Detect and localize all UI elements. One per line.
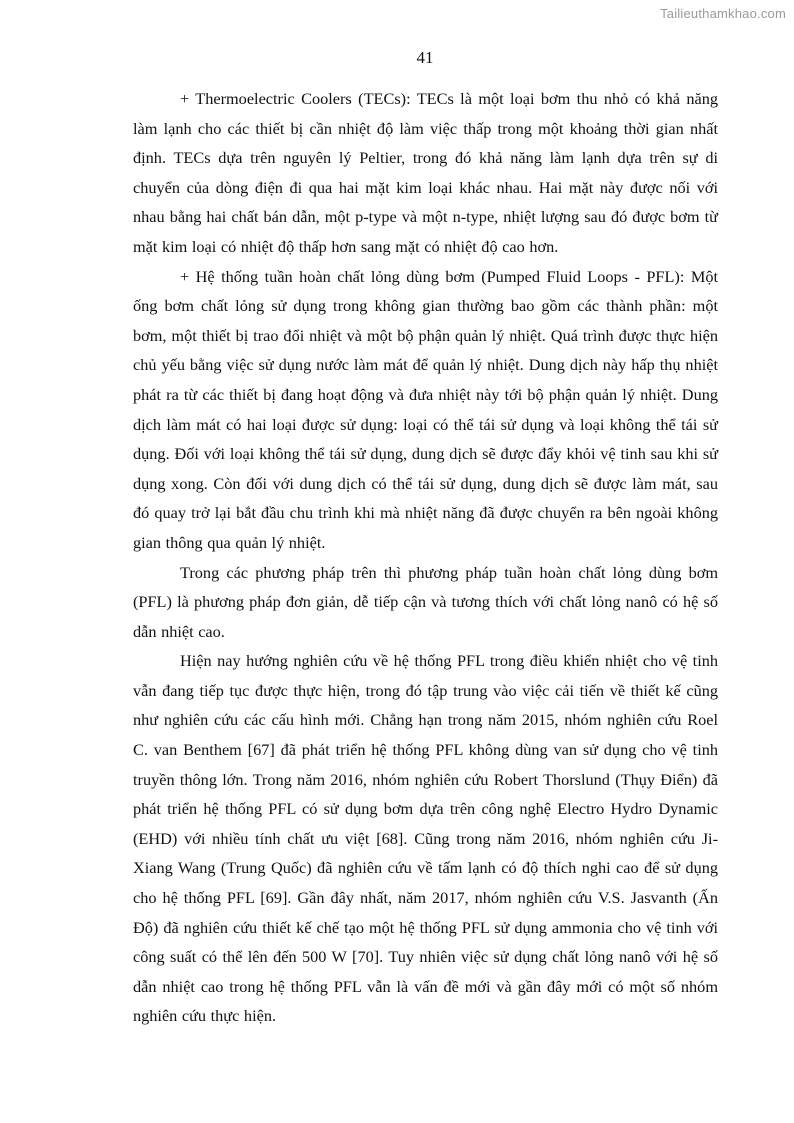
paragraph-tecs: + Thermoelectric Coolers (TECs): TECs là một loại bơm thu nhỏ có khả năng làm lạnh cho các thiết bị cần nhiệt độ làm việc thấp trong một khoảng thời gian nhất định. TECs dựa trên nguyên lý Peltier, trong đó khả năng làm lạnh dựa trên sự di chuyển của dòng điện đi qua hai mặt kim loại khác nhau. Hai mặt này được nối với nhau bằng hai chất bán dẫn, một p-type và một n-type, nhiệt lượng sau đó được bơm từ mặt kim loại có nhiệt độ thấp hơn sang mặt có nhiệt độ cao hơn. [133, 89, 718, 256]
paragraph-pfl: + Hệ thống tuần hoàn chất lỏng dùng bơm (Pumped Fluid Loops - PFL): Một ống bơm chất lỏng sử dụng trong không gian thường bao gồm các thành phần: một bơm, một thiết bị trao đổi nhiệt và một bộ phận quản lý nhiệt. Quá trình được thực hiện chủ yếu bằng việc sử dụng nước làm mát để quản lý nhiệt. Dung dịch này hấp thụ nhiệt phát ra từ các thiết bị đang hoạt động và đưa nhiệt này tới bộ phận quản lý nhiệt. Dung dịch làm mát có hai loại được sử dụng: loại có thể tái sử dụng và loại không thể tái sử dụng. Đối với loại không thể tái sử dụng, dung dịch sẽ được đẩy khỏi vệ tinh sau khi sử dụng xong. Còn đối với dung dịch có thể tái sử dụng, dung dịch sẽ được làm mát, sau đó quay trở lại bắt đầu chu trình khi mà nhiệt năng đã được chuyển ra bên ngoài không gian thông qua quản lý nhiệt. [133, 266, 718, 552]
paragraph-method-summary: Trong các phương pháp trên thì phương pháp tuần hoàn chất lỏng dùng bơm (PFL) là phương pháp đơn giản, dễ tiếp cận và tương thích với chất lỏng nanô có hệ số dẫn nhiệt cao. [133, 562, 718, 641]
page-number: 41 [416, 48, 434, 67]
paragraph-research-status: Hiện nay hướng nghiên cứu về hệ thống PFL trong điều khiển nhiệt cho vệ tinh vẫn đang tiếp tục được thực hiện, trong đó tập trung vào việc cải tiến về thiết kế cũng như nghiên cứu các cấu hình mới. Chẳng hạn trong năm 2015, nhóm nghiên cứu Roel C. van Benthem [67] đã phát triển hệ thống PFL không dùng van sử dụng cho vệ tinh truyền thông lớn. Trong năm 2016, nhóm nghiên cứu Robert Thorslund (Thụy Điển) đã phát triển hệ thống PFL có sử dụng bơm dựa trên công nghệ Electro Hydro Dynamic (EHD) với nhiều tính chất ưu việt [68]. Cũng trong năm 2016, nhóm nghiên cứu Ji-Xiang Wang (Trung Quốc) đã nghiên cứu về tấm lạnh có độ thích nghi cao để sử dụng cho hệ thống PFL [69]. Gần đây nhất, năm 2017, nhóm nghiên cứu V.S. Jasvanth (Ấn Độ) đã nghiên cứu thiết kế chế tạo một hệ thống PFL sử dụng ammonia cho vệ tinh với công suất có thể lên đến 500 W [70]. Tuy nhiên việc sử dụng chất lỏng nanô với hệ số dẫn nhiệt cao trong hệ thống PFL vẫn là vấn đề mới và gần đây mới có một số nhóm nghiên cứu thực hiện. [133, 651, 718, 1026]
watermark: Tailieuthamkhao.com [660, 6, 786, 21]
document-body [133, 84, 718, 1031]
